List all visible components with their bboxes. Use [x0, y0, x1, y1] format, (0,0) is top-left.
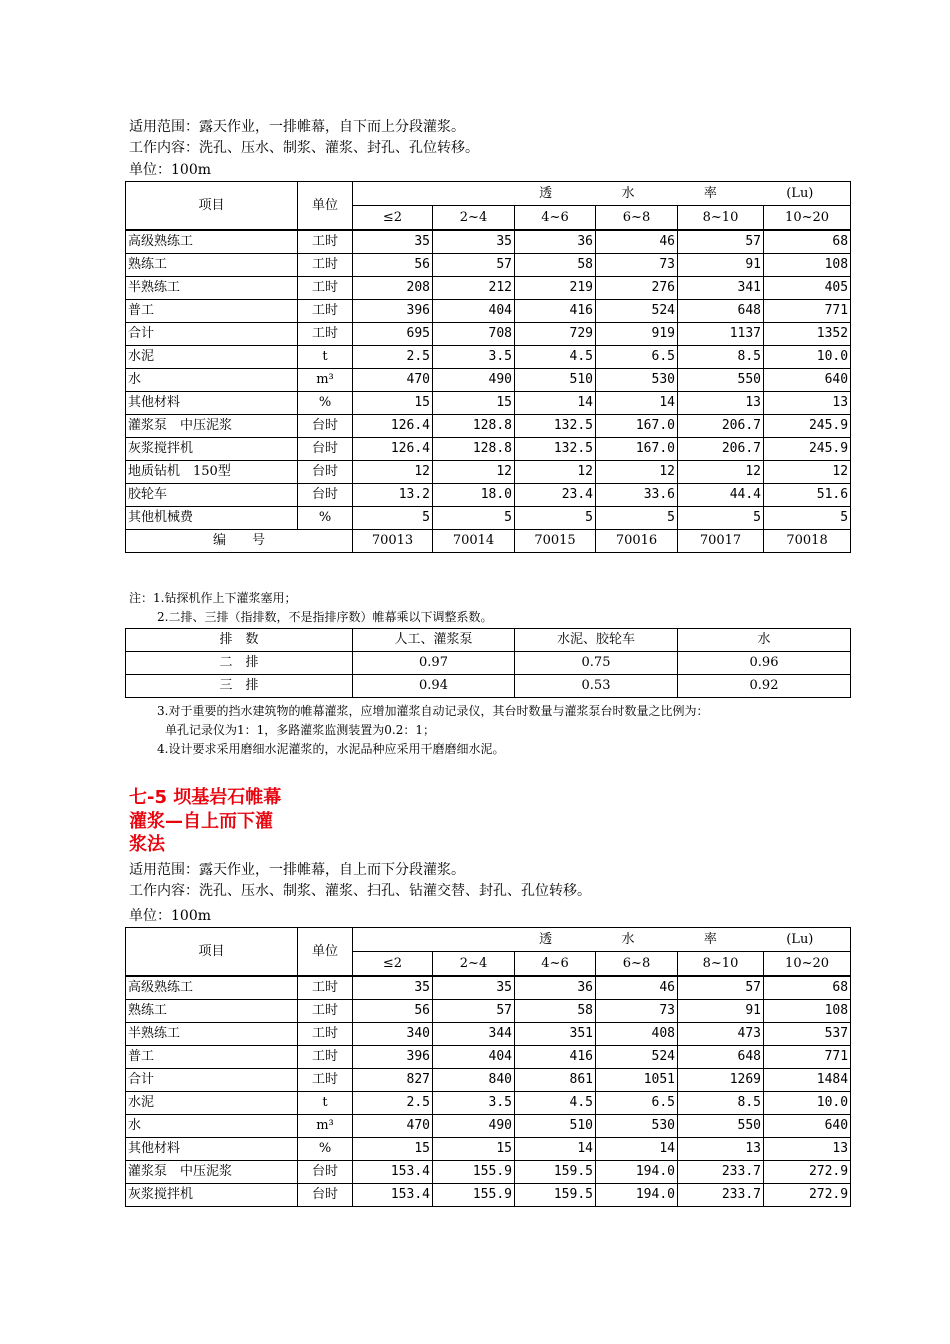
row-value: 729 [515, 323, 596, 346]
row-value: 57 [433, 254, 515, 277]
row-value: 2.5 [353, 346, 433, 369]
row-value: 15 [353, 1138, 433, 1161]
row-value: 58 [515, 1000, 596, 1023]
row-value: 530 [596, 369, 678, 392]
row-value: 827 [353, 1069, 433, 1092]
table-row [126, 1046, 851, 1069]
row-value: 416 [515, 1046, 596, 1069]
row-value: 73 [596, 1000, 678, 1023]
row-value: 128.8 [433, 415, 515, 438]
row-value: 15 [433, 1138, 515, 1161]
row-value: 771 [764, 300, 851, 323]
code-cell: 70016 [596, 530, 678, 553]
header-permeability [353, 928, 851, 952]
row-value: 12 [353, 461, 433, 484]
row-value: 272.9 [764, 1161, 851, 1184]
row-item: 普工 [126, 1046, 298, 1069]
row-value: 46 [596, 230, 678, 254]
row-value: 1269 [678, 1069, 764, 1092]
row-value: 12 [764, 461, 851, 484]
row-item: 半熟练工 [126, 1023, 298, 1046]
row-value: 167.0 [596, 438, 678, 461]
row-value: 206.7 [678, 415, 764, 438]
row-value: 153.4 [353, 1184, 433, 1207]
table-row [126, 1000, 851, 1023]
row-value: 128.8 [433, 438, 515, 461]
row-value: 36 [515, 230, 596, 254]
row-value: 5 [764, 507, 851, 530]
coef-cell: 二 排 [126, 652, 353, 675]
row-item: 灰浆搅拌机 [126, 1184, 298, 1207]
table-row [126, 323, 851, 346]
note-1: 注：1.钻探机作上下灌浆塞用； [129, 591, 297, 605]
row-value: 537 [764, 1023, 851, 1046]
row-value: 3.5 [433, 1092, 515, 1115]
table-row [126, 1184, 851, 1207]
row-value: 708 [433, 323, 515, 346]
row-value: 23.4 [515, 484, 596, 507]
row-value: 68 [764, 976, 851, 1000]
header-perm-1: 透 [539, 932, 553, 947]
row-value: 33.6 [596, 484, 678, 507]
header-unit: 单位 [298, 928, 353, 977]
header-range: 10~20 [764, 952, 851, 977]
row-value: 212 [433, 277, 515, 300]
row-value: 15 [353, 392, 433, 415]
row-value: 159.5 [515, 1161, 596, 1184]
header-item: 项目 [126, 182, 298, 231]
row-value: 219 [515, 277, 596, 300]
header-perm-3: 率 [703, 186, 717, 201]
row-value: 132.5 [515, 438, 596, 461]
row-item: 熟练工 [126, 1000, 298, 1023]
coef-cell: 三 排 [126, 675, 353, 698]
code-cell: 70014 [433, 530, 515, 553]
row-value: 12 [515, 461, 596, 484]
row-unit: 工时 [298, 254, 353, 277]
row-value: 2.5 [353, 1092, 433, 1115]
row-item: 水泥 [126, 346, 298, 369]
coef-header: 人工、灌浆泵 [353, 629, 515, 652]
unit-text-1: 单位：100m [129, 162, 211, 178]
row-value: 550 [678, 1115, 764, 1138]
header-unit: 单位 [298, 182, 353, 231]
row-value: 510 [515, 1115, 596, 1138]
header-range: 2~4 [433, 206, 515, 231]
coef-header: 排 数 [126, 629, 353, 652]
row-value: 46 [596, 976, 678, 1000]
code-label: 编 号 [126, 530, 353, 553]
table-row [126, 277, 851, 300]
row-value: 245.9 [764, 438, 851, 461]
coef-header: 水 [678, 629, 851, 652]
row-unit: 台时 [298, 438, 353, 461]
row-value: 73 [596, 254, 678, 277]
quota-table-1 [125, 181, 851, 553]
row-unit: m³ [298, 369, 353, 392]
row-value: 12 [596, 461, 678, 484]
row-value: 861 [515, 1069, 596, 1092]
row-item: 半熟练工 [126, 277, 298, 300]
row-value: 5 [433, 507, 515, 530]
row-value: 14 [515, 392, 596, 415]
row-unit: 工时 [298, 976, 353, 1000]
row-unit: 台时 [298, 1184, 353, 1207]
row-value: 396 [353, 1046, 433, 1069]
section-title-line-1: 七-5 坝基岩石帷幕 [129, 787, 282, 808]
row-item: 水 [126, 1115, 298, 1138]
row-value: 404 [433, 1046, 515, 1069]
row-value: 404 [433, 300, 515, 323]
row-value: 14 [596, 1138, 678, 1161]
row-value: 194.0 [596, 1184, 678, 1207]
note-3a: 3.对于重要的挡水建筑物的帷幕灌浆，应增加灌浆自动记录仪，其台时数量与灌浆泵台时数量之比例为： [157, 704, 709, 718]
header-range: 8~10 [678, 952, 764, 977]
note-4: 4.设计要求采用磨细水泥灌浆的，水泥品种应采用干磨磨细水泥。 [157, 742, 505, 756]
header-range: 4~6 [515, 206, 596, 231]
row-value: 5 [596, 507, 678, 530]
row-value: 8.5 [678, 1092, 764, 1115]
row-value: 233.7 [678, 1184, 764, 1207]
row-value: 272.9 [764, 1184, 851, 1207]
header-range: 2~4 [433, 952, 515, 977]
row-value: 1352 [764, 323, 851, 346]
row-value: 550 [678, 369, 764, 392]
row-value: 695 [353, 323, 433, 346]
row-value: 490 [433, 1115, 515, 1138]
row-value: 408 [596, 1023, 678, 1046]
row-value: 648 [678, 300, 764, 323]
table-row [126, 1023, 851, 1046]
table-row [126, 346, 851, 369]
header-perm-4: (Lu) [786, 186, 814, 201]
coef-cell: 0.96 [678, 652, 851, 675]
coef-cell: 0.75 [515, 652, 678, 675]
row-value: 13 [678, 392, 764, 415]
row-value: 126.4 [353, 415, 433, 438]
row-item: 胶轮车 [126, 484, 298, 507]
row-value: 470 [353, 369, 433, 392]
row-value: 108 [764, 1000, 851, 1023]
table-row [126, 976, 851, 1000]
row-value: 108 [764, 254, 851, 277]
row-value: 6.5 [596, 1092, 678, 1115]
row-value: 524 [596, 300, 678, 323]
row-value: 159.5 [515, 1184, 596, 1207]
header-range: ≤2 [353, 952, 433, 977]
row-item: 灌浆泵 中压泥浆 [126, 1161, 298, 1184]
row-item: 熟练工 [126, 254, 298, 277]
row-item: 地质钻机 150型 [126, 461, 298, 484]
header-range: ≤2 [353, 206, 433, 231]
row-item: 普工 [126, 300, 298, 323]
row-value: 35 [433, 230, 515, 254]
row-value: 1137 [678, 323, 764, 346]
row-value: 473 [678, 1023, 764, 1046]
row-value: 208 [353, 277, 433, 300]
header-perm-4: (Lu) [786, 932, 814, 947]
row-value: 344 [433, 1023, 515, 1046]
row-value: 155.9 [433, 1161, 515, 1184]
header-perm-3: 率 [703, 932, 717, 947]
header-permeability [353, 182, 851, 206]
coef-cell: 0.53 [515, 675, 678, 698]
row-value: 35 [433, 976, 515, 1000]
row-value: 405 [764, 277, 851, 300]
row-item: 水 [126, 369, 298, 392]
table-row [126, 369, 851, 392]
row-value: 840 [433, 1069, 515, 1092]
row-value: 245.9 [764, 415, 851, 438]
row-value: 5 [353, 507, 433, 530]
coefficient-table [125, 628, 851, 698]
row-value: 341 [678, 277, 764, 300]
header-range: 6~8 [596, 952, 678, 977]
table-row [126, 415, 851, 438]
row-unit: 台时 [298, 1161, 353, 1184]
table-row [126, 1092, 851, 1115]
row-unit: 工时 [298, 1000, 353, 1023]
row-value: 35 [353, 230, 433, 254]
coef-cell: 0.92 [678, 675, 851, 698]
table-row [126, 392, 851, 415]
row-value: 648 [678, 1046, 764, 1069]
row-unit: m³ [298, 1115, 353, 1138]
header-range: 8~10 [678, 206, 764, 231]
header-range: 10~20 [764, 206, 851, 231]
row-value: 194.0 [596, 1161, 678, 1184]
row-value: 13.2 [353, 484, 433, 507]
row-unit: 工时 [298, 277, 353, 300]
row-value: 1484 [764, 1069, 851, 1092]
row-value: 132.5 [515, 415, 596, 438]
section-title-line-3: 浆法 [129, 834, 165, 855]
row-value: 396 [353, 300, 433, 323]
coef-cell: 0.94 [353, 675, 515, 698]
row-value: 155.9 [433, 1184, 515, 1207]
row-value: 13 [764, 392, 851, 415]
row-item: 其他机械费 [126, 507, 298, 530]
row-item: 水泥 [126, 1092, 298, 1115]
row-unit: t [298, 346, 353, 369]
row-value: 12 [433, 461, 515, 484]
row-unit: 工时 [298, 300, 353, 323]
row-value: 10.0 [764, 346, 851, 369]
row-unit: 工时 [298, 1069, 353, 1092]
row-unit: 工时 [298, 323, 353, 346]
code-cell: 70017 [678, 530, 764, 553]
table-row [126, 1138, 851, 1161]
row-item: 高级熟练工 [126, 230, 298, 254]
table-row [126, 254, 851, 277]
table-row [126, 1115, 851, 1138]
row-value: 13 [764, 1138, 851, 1161]
row-value: 276 [596, 277, 678, 300]
row-value: 36 [515, 976, 596, 1000]
row-unit: % [298, 1138, 353, 1161]
row-value: 14 [596, 392, 678, 415]
row-item: 高级熟练工 [126, 976, 298, 1000]
row-value: 919 [596, 323, 678, 346]
row-value: 5 [515, 507, 596, 530]
row-unit: 台时 [298, 461, 353, 484]
row-value: 490 [433, 369, 515, 392]
table-row [126, 1069, 851, 1092]
table-row [126, 484, 851, 507]
row-item: 合计 [126, 1069, 298, 1092]
code-cell: 70013 [353, 530, 433, 553]
table-row [126, 300, 851, 323]
row-value: 12 [678, 461, 764, 484]
header-item: 项目 [126, 928, 298, 977]
row-value: 640 [764, 1115, 851, 1138]
row-value: 57 [678, 976, 764, 1000]
header-perm-1: 透 [539, 186, 553, 201]
row-unit: t [298, 1092, 353, 1115]
row-value: 351 [515, 1023, 596, 1046]
row-value: 15 [433, 392, 515, 415]
table-row [126, 438, 851, 461]
header-perm-2: 水 [621, 186, 635, 201]
row-value: 35 [353, 976, 433, 1000]
coef-cell: 0.97 [353, 652, 515, 675]
header-range: 6~8 [596, 206, 678, 231]
row-item: 合计 [126, 323, 298, 346]
row-item: 灰浆搅拌机 [126, 438, 298, 461]
row-value: 5 [678, 507, 764, 530]
note-3b: 单孔记录仪为1：1，多路灌浆监测装置为0.2：1； [165, 723, 435, 737]
code-cell: 70015 [515, 530, 596, 553]
row-value: 57 [433, 1000, 515, 1023]
row-value: 153.4 [353, 1161, 433, 1184]
table-row [126, 507, 851, 530]
row-value: 206.7 [678, 438, 764, 461]
row-value: 56 [353, 254, 433, 277]
scope-text-1: 适用范围：露天作业，一排帷幕，自下而上分段灌浆。 [129, 119, 465, 135]
row-unit: 工时 [298, 230, 353, 254]
header-range: 4~6 [515, 952, 596, 977]
row-value: 57 [678, 230, 764, 254]
row-value: 510 [515, 369, 596, 392]
row-unit: 台时 [298, 415, 353, 438]
row-value: 470 [353, 1115, 433, 1138]
unit-text-2: 单位：100m [129, 908, 211, 924]
row-unit: % [298, 392, 353, 415]
note-2: 2.二排、三排（指排数，不是指排序数）帷幕乘以下调整系数。 [157, 610, 493, 624]
row-unit: 工时 [298, 1046, 353, 1069]
row-value: 13 [678, 1138, 764, 1161]
code-row [126, 530, 851, 553]
row-value: 640 [764, 369, 851, 392]
row-value: 4.5 [515, 1092, 596, 1115]
coef-header: 水泥、胶轮车 [515, 629, 678, 652]
table-row [126, 1161, 851, 1184]
table-row [126, 230, 851, 254]
row-value: 233.7 [678, 1161, 764, 1184]
row-value: 6.5 [596, 346, 678, 369]
row-item: 灌浆泵 中压泥浆 [126, 415, 298, 438]
row-value: 8.5 [678, 346, 764, 369]
row-value: 340 [353, 1023, 433, 1046]
row-unit: 工时 [298, 1023, 353, 1046]
row-item: 其他材料 [126, 1138, 298, 1161]
row-item: 其他材料 [126, 392, 298, 415]
row-value: 44.4 [678, 484, 764, 507]
row-unit: 台时 [298, 484, 353, 507]
row-value: 4.5 [515, 346, 596, 369]
row-value: 524 [596, 1046, 678, 1069]
row-value: 10.0 [764, 1092, 851, 1115]
row-value: 18.0 [433, 484, 515, 507]
row-value: 416 [515, 300, 596, 323]
row-value: 3.5 [433, 346, 515, 369]
row-value: 126.4 [353, 438, 433, 461]
row-value: 68 [764, 230, 851, 254]
table-row [126, 461, 851, 484]
row-value: 14 [515, 1138, 596, 1161]
section-title-line-2: 灌浆—自上而下灌 [129, 811, 273, 832]
row-value: 771 [764, 1046, 851, 1069]
row-unit: % [298, 507, 353, 530]
row-value: 56 [353, 1000, 433, 1023]
row-value: 91 [678, 1000, 764, 1023]
code-cell: 70018 [764, 530, 851, 553]
row-value: 91 [678, 254, 764, 277]
row-value: 51.6 [764, 484, 851, 507]
row-value: 58 [515, 254, 596, 277]
scope-text-2: 适用范围：露天作业，一排帷幕，自上而下分段灌浆。 [129, 862, 465, 878]
work-content-text-2: 工作内容：洗孔、压水、制浆、灌浆、扫孔、钻灌交替、封孔、孔位转移。 [129, 883, 591, 899]
work-content-text-1: 工作内容：洗孔、压水、制浆、灌浆、封孔、孔位转移。 [129, 140, 479, 156]
row-value: 1051 [596, 1069, 678, 1092]
quota-table-2 [125, 927, 851, 1207]
row-value: 167.0 [596, 415, 678, 438]
header-perm-2: 水 [621, 932, 635, 947]
row-value: 530 [596, 1115, 678, 1138]
